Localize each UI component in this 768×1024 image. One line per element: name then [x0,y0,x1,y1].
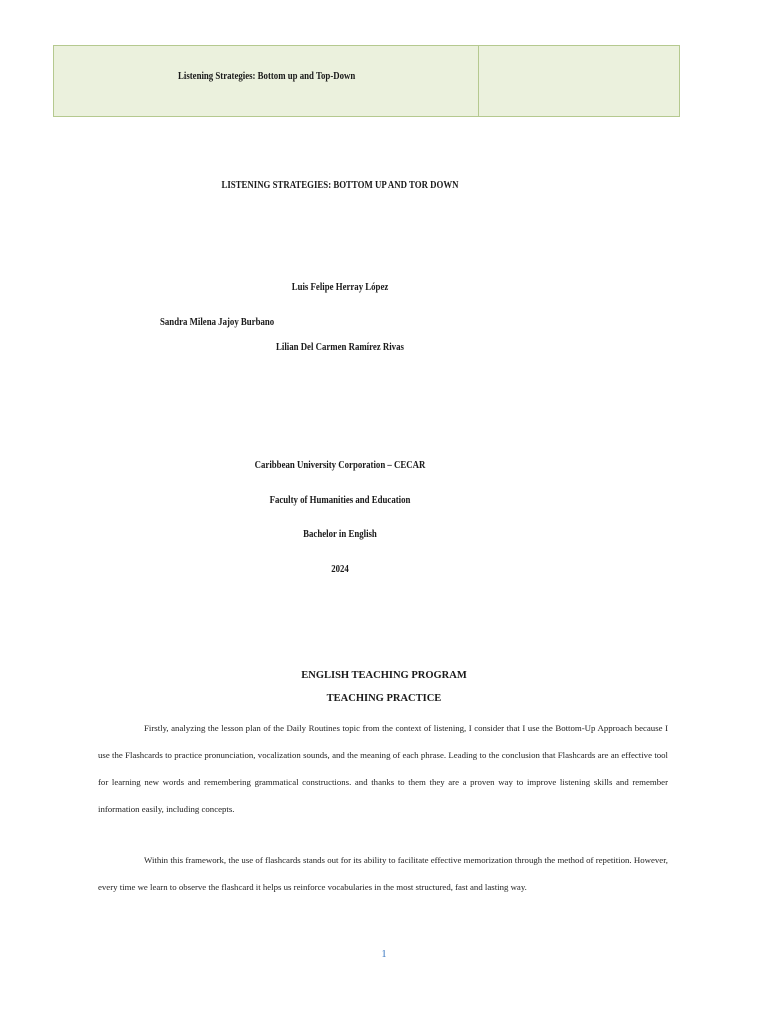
section-heading-program: ENGLISH TEACHING PROGRAM [301,670,467,681]
year: 2024 [331,564,349,575]
header-cell-right [479,46,679,116]
section-heading-practice: TEACHING PRACTICE [326,693,442,704]
paragraph-1: Firstly, analyzing the lesson plan of the Daily Routines topic from the context of listening, I consider that I use the Bottom-Up Approach because I use the Flashcards to practice pronunciation, vocalization sounds, and the meaning of each phrase. Leading to the conclusion that Flashcards are an effective tool for learning new words and remembering grammatical constructions. and thanks to them they are a proven way to improve listening skills and remember information easily, including concepts. [98,723,668,814]
institution-name: Caribbean University Corporation – CECAR [254,460,426,471]
author-1: Luis Felipe Herray López [291,282,389,293]
document-title: LISTENING STRATEGIES: BOTTOM UP AND TOR DOWN [221,180,459,191]
author-3: Lilian Del Carmen Ramírez Rivas [276,342,404,353]
header-cell-left [54,46,479,116]
faculty-name: Faculty of Humanities and Education [269,495,411,506]
header-title: Listening Strategies: Bottom up and Top-Down [178,71,356,82]
page-header-table [53,45,680,117]
page-number: 1 [381,949,387,960]
program-name: Bachelor in English [303,529,377,540]
author-2: Sandra Milena Jajoy Burbano [160,317,275,328]
paragraph-2: Within this framework, the use of flashcards stands out for its ability to facilitate effective memorization through the method of repetition. However, every time we learn to observe the flashcard it helps us reinforce vocabularies in the most structured, fast and lasting way. [98,855,668,892]
